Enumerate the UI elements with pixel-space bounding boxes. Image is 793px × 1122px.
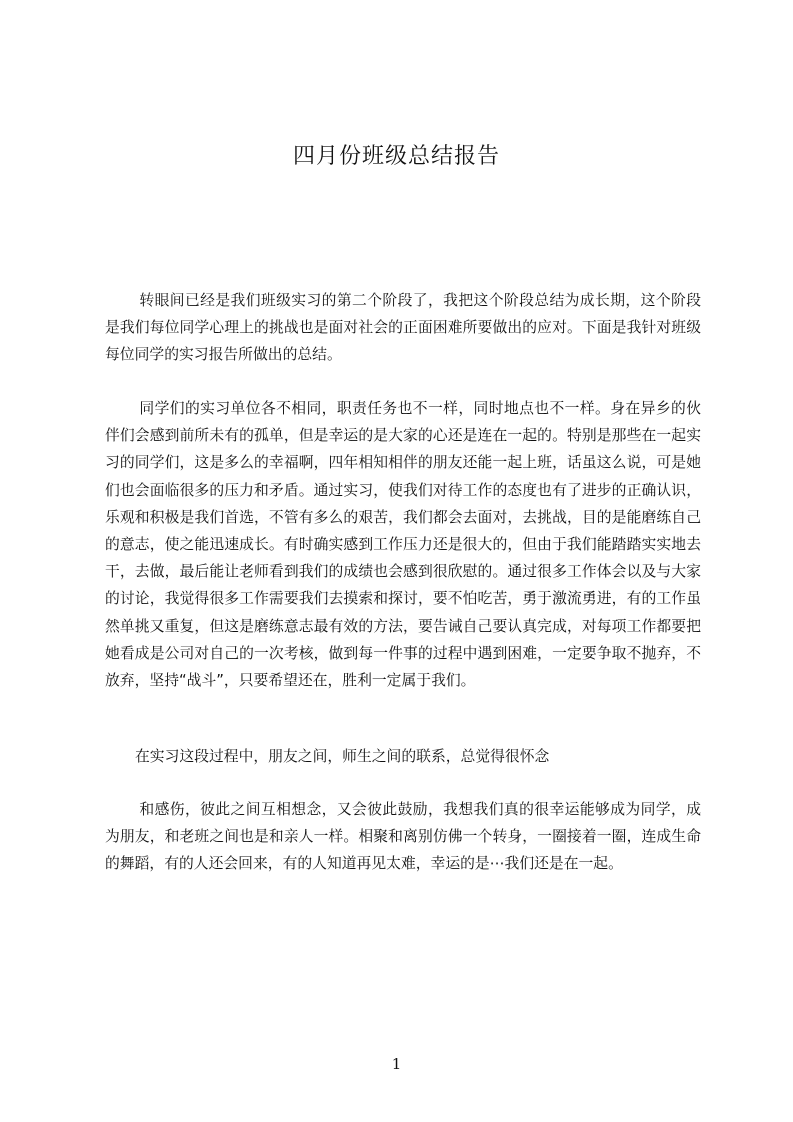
page-number: 1: [391, 1055, 402, 1073]
paragraph-3: [105, 743, 701, 770]
paragraph-2-text: 同学们的实习单位各不相同，职责任务也不一样，同时地点也不一样。身在异乡的伙伴们会感到前所未有的孤单，但是幸运的是大家的心还是连在一起的。特别是那些在一起实习的同学们，这是多么的幸福啊，四年相知相伴的朋友还能一起上班，话虽这么说，可是她们也会面临很多的压力和矛盾。通过实习，使我们对待工作的态度也有了进步的正确认识，乐观和积极是我们首选，不管有多么的艰苦，我们都会去面对，去挑战，目的是能磨练自己的意志，使之能迅速成长。有时确实感到工作压力还是很大的，但由于我们能踏踏实实地去干，去做，最后能让老师看到我们的成绩也会感到很欣慰的。通过很多工作体会以及与大家的讨论，我觉得很多工作需要我们去摸索和探讨，要不怕吃苦，勇于激流勇进，有的工作虽然单挑又重复，但这是磨练意志最有效的方法，要告诫自己要认真完成，对每项工作都要把她看成是公司对自己的一次考核，做到每一件事的过程中遇到困难，一定要争取不抛弃，不放弃，坚持“战斗”，只要希望还在，胜利一定属于我们。: [105, 400, 701, 690]
paragraph-1-text: 转眼间已经是我们班级实习的第二个阶段了，我把这个阶段总结为成长期，这个阶段是我们每位同学心理上的挑战也是面对社会的正面困难所要做出的应对。下面是我针对班级每位同学的实习报告所做出的总结。: [105, 292, 701, 364]
paragraph-4: [105, 796, 701, 878]
paragraph-2: [105, 395, 701, 694]
page-title: 四月份班级总结报告: [292, 144, 500, 169]
paragraph-4-text: 和感伤，彼此之间互相想念，又会彼此鼓励，我想我们真的很幸运能够成为同学，成为朋友，和老班之间也是和亲人一样。相聚和离别仿佛一个转身，一圈接着一圈，连成生命的舞蹈，有的人还会回来，有的人知道再见太难，幸运的是⋯我们还是在一起。: [105, 801, 701, 873]
paragraph-3-text: 在实习这段过程中，朋友之间，师生之间的联系，总觉得很怀念: [135, 748, 550, 765]
paragraph-1: [105, 287, 701, 369]
